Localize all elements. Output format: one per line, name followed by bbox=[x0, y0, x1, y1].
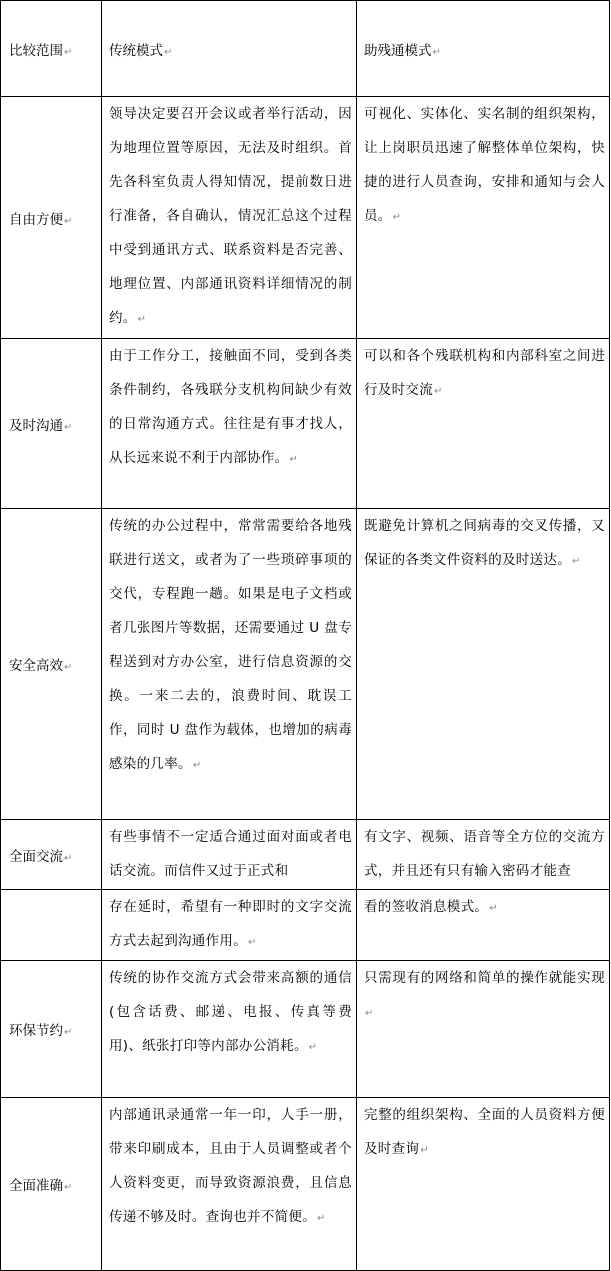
zhucantong-text: 看的签收消息模式。 bbox=[364, 899, 489, 915]
zhucantong-text: 有文字、视频、语音等全方位的交流方式，并且还有只有输入密码才能查 bbox=[364, 829, 605, 879]
paragraph-mark-icon: ↵ bbox=[572, 556, 581, 567]
header-cell-zhucantong bbox=[357, 1, 610, 97]
table-row bbox=[1, 509, 610, 820]
zhucantong-cell bbox=[357, 961, 610, 1098]
paragraph-mark-icon: ↵ bbox=[137, 314, 147, 325]
table-row bbox=[1, 1098, 610, 1271]
paragraph-mark-icon: ↵ bbox=[434, 386, 443, 397]
category-cell bbox=[1, 820, 102, 890]
traditional-text: 内部通讯录通常一年一印，人手一册，带来印刷成本，且由于人员调整或者个人资料变更，而导致资源浪费，且信息传递不够及时。查询也并不简便。 bbox=[109, 1107, 352, 1225]
header-row bbox=[1, 1, 610, 97]
traditional-cell bbox=[102, 339, 357, 509]
paragraph-mark-icon: ↵ bbox=[420, 1145, 429, 1156]
zhucantong-text: 完整的组织架构、全面的人员资料方便及时查询 bbox=[364, 1107, 605, 1157]
traditional-cell bbox=[102, 509, 357, 820]
zhucantong-cell bbox=[357, 509, 610, 820]
header-cell-scope bbox=[1, 1, 102, 97]
paragraph-mark-icon: ↵ bbox=[64, 1182, 73, 1193]
category-label: 及时沟通 bbox=[9, 417, 63, 434]
traditional-cell bbox=[102, 97, 357, 339]
paragraph-mark-icon: ↵ bbox=[489, 903, 498, 914]
paragraph-mark-icon: ↵ bbox=[64, 852, 73, 864]
category-label: 自由方便 bbox=[9, 211, 63, 228]
paragraph-mark-icon: ↵ bbox=[317, 1213, 326, 1224]
header-zhucantong-label: 助残通模式 bbox=[364, 42, 432, 59]
traditional-cell bbox=[102, 1098, 357, 1271]
table-row bbox=[1, 97, 610, 339]
paragraph-mark-icon: ↵ bbox=[365, 1008, 374, 1019]
header-scope-label: 比较范围 bbox=[9, 42, 63, 59]
paragraph-mark-icon: ↵ bbox=[192, 760, 202, 771]
paragraph-mark-icon: ↵ bbox=[289, 454, 299, 465]
category-cell bbox=[1, 1098, 102, 1271]
category-cell bbox=[1, 97, 102, 339]
header-traditional-label: 传统模式 bbox=[109, 42, 163, 59]
zhucantong-cell bbox=[357, 339, 610, 509]
paragraph-mark-icon: ↵ bbox=[308, 1042, 318, 1053]
traditional-text: 传统的协作交流方式会带来高额的通信(包含话费、邮递、电报、传真等费用)、纸张打印等内部办公消耗。 bbox=[109, 970, 352, 1054]
paragraph-mark-icon: ↵ bbox=[248, 937, 257, 948]
traditional-cell bbox=[102, 820, 357, 890]
traditional-text: 领导决定要召开会议或者举行活动，因为地理位置等原因，无法及时组织。首先各科室负责人得知情况，提前数日进行准备，各自确认，情况汇总这个过程中受到通讯方式、联系资料是否完善、地理位置、内部通讯资料详细情况的制约。 bbox=[109, 106, 352, 326]
paragraph-mark-icon: ↵ bbox=[64, 662, 73, 673]
zhucantong-cell bbox=[357, 890, 610, 961]
table-row bbox=[1, 820, 610, 890]
category-cell bbox=[1, 339, 102, 509]
zhucantong-cell bbox=[357, 1098, 610, 1271]
category-cell-empty bbox=[1, 890, 102, 961]
paragraph-mark-icon: ↵ bbox=[392, 212, 402, 223]
traditional-cell bbox=[102, 961, 357, 1098]
paragraph-mark-icon: ↵ bbox=[64, 421, 73, 433]
paragraph-mark-icon: ↵ bbox=[432, 46, 441, 58]
zhucantong-text: 可以和各个残联机构和内部科室之间进行及时交流 bbox=[364, 348, 605, 398]
traditional-text: 传统的办公过程中，常常需要给各地残联进行送文，或者为了一些琐碎事项的交代，专程跑一趟。如果是电子文档或者几张图片等数据，还需要通过 U 盘专程送到对方办公室，进行信息资源的交换。一来二去的，浪费时间、耽误工作，同时 U 盘作为载体，也增加的病毒感染的几率。 bbox=[109, 518, 352, 772]
table-row bbox=[1, 961, 610, 1098]
zhucantong-cell bbox=[357, 97, 610, 339]
zhucantong-text: 既避免计算机之间病毒的交叉传播，又保证的各类文件资料的及时送达。 bbox=[364, 518, 605, 568]
traditional-text: 有些事情不一定适合通过面对面或者电话交流。而信件又过于正式和 bbox=[109, 829, 352, 879]
header-cell-traditional bbox=[102, 1, 357, 97]
paragraph-mark-icon: ↵ bbox=[164, 46, 173, 58]
paragraph-mark-icon: ↵ bbox=[64, 215, 73, 227]
category-label: 环保节约 bbox=[9, 1023, 63, 1039]
category-label: 全面准确 bbox=[9, 1178, 63, 1194]
table-row bbox=[1, 339, 610, 509]
zhucantong-text: 可视化、实体化、实名制的组织架构，让上岗职员迅速了解整体单位架构，快捷的进行人员查询，安排和通知与会人员。 bbox=[364, 106, 605, 224]
table-row-continuation bbox=[1, 890, 610, 961]
traditional-cell bbox=[102, 890, 357, 961]
zhucantong-cell bbox=[357, 820, 610, 890]
category-label: 全面交流 bbox=[9, 848, 63, 865]
category-cell bbox=[1, 509, 102, 820]
category-label: 安全高效 bbox=[9, 658, 63, 674]
category-cell bbox=[1, 961, 102, 1098]
zhucantong-text: 只需现有的网络和简单的操作就能实现 bbox=[364, 970, 605, 986]
paragraph-mark-icon: ↵ bbox=[64, 46, 73, 58]
paragraph-mark-icon: ↵ bbox=[64, 1027, 73, 1038]
traditional-text: 由于工作分工，接触面不同，受到各类条件制约，各残联分支机构间缺少有效的日常沟通方式。往往是有事才找人，从长远来说不利于内部协作。 bbox=[109, 348, 352, 466]
traditional-text: 存在延时，希望有一种即时的文字交流方式去起到沟通作用。 bbox=[109, 899, 352, 949]
